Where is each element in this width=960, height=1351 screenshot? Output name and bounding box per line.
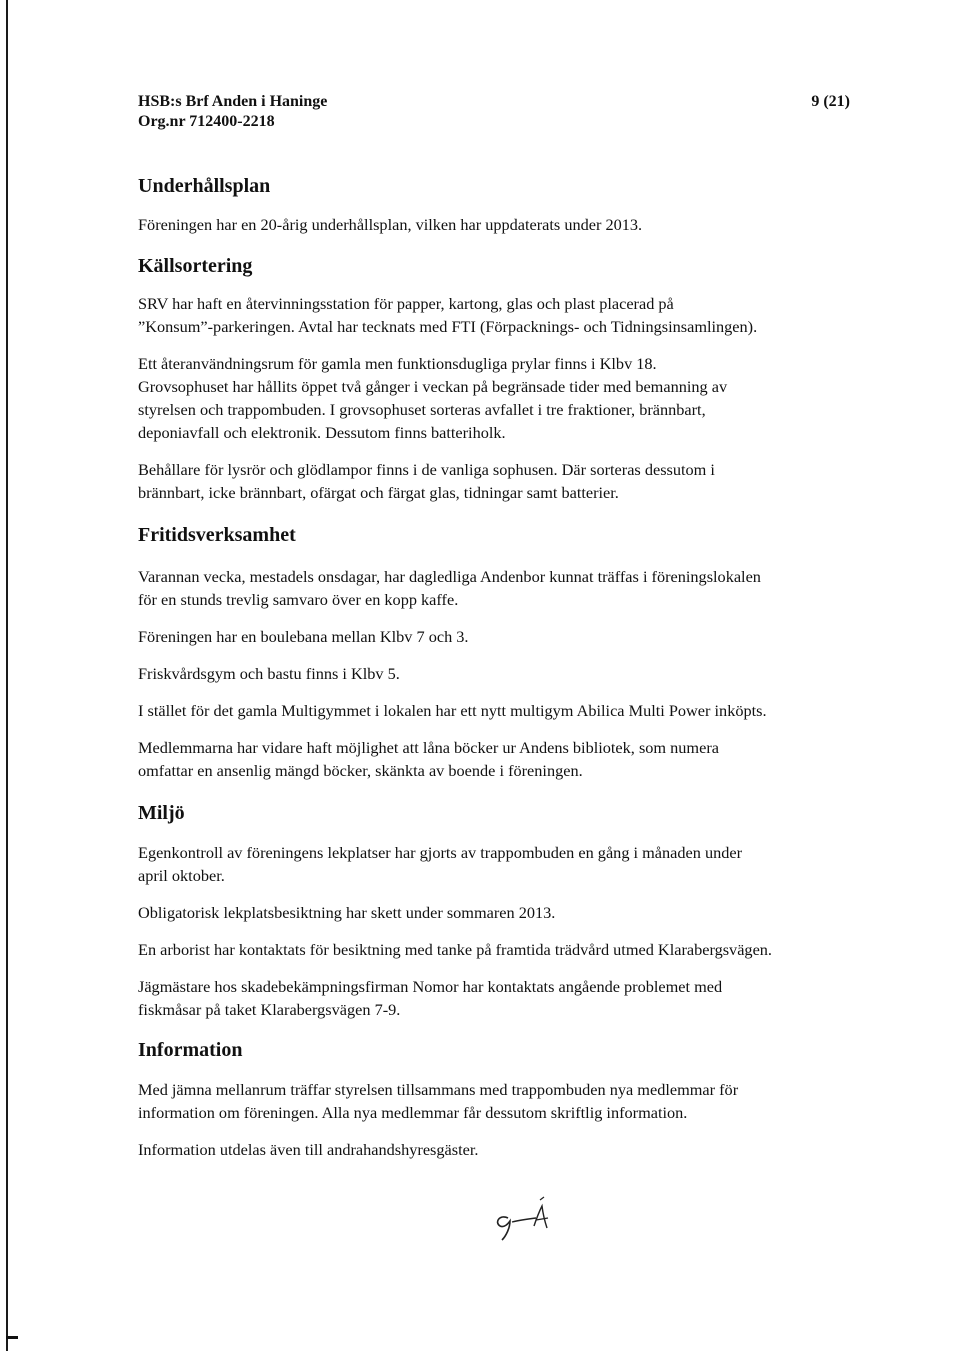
- paragraph-line: Med jämna mellanrum träffar styrelsen tillsammans med trappombuden nya medlemmar för: [138, 1080, 739, 1099]
- scan-edge-line: [6, 0, 8, 1351]
- heading-information: Information: [138, 1039, 243, 1061]
- paragraph-line: april oktober.: [138, 866, 225, 885]
- scan-edge-mark: [6, 1336, 18, 1339]
- org-number: Org.nr 712400-2218: [138, 113, 275, 130]
- document-body: [138, 173, 878, 1161]
- page-number: 9 (21): [811, 93, 850, 110]
- paragraph-line: Behållare för lysrör och glödlampor finns i de vanliga sophusen. Där sorteras dessutom i: [138, 460, 715, 479]
- heading-miljo: Miljö: [138, 802, 185, 824]
- heading-kallsortering: Källsortering: [138, 255, 253, 277]
- paragraph-line: för en stunds trevlig samvaro över en kopp kaffe.: [138, 590, 459, 609]
- heading-underhallsplan: Underhållsplan: [138, 175, 271, 197]
- paragraph-line: fiskmåsar på taket Klarabergsvägen 7-9.: [138, 1000, 401, 1019]
- paragraph: Friskvårdsgym och bastu finns i Klbv 5.: [138, 664, 400, 683]
- paragraph: I stället för det gamla Multigymmet i lokalen har ett nytt multigym Abilica Multi Power inköpts.: [138, 701, 767, 720]
- paragraph-line: information om föreningen. Alla nya medlemmar får dessutom skriftlig information.: [138, 1103, 688, 1122]
- paragraph: Information utdelas även till andrahandshyresgäster.: [138, 1140, 479, 1159]
- paragraph-line: Egenkontroll av föreningens lekplatser har gjorts av trappombuden en gång i månaden under: [138, 843, 743, 862]
- signature-initials: [490, 1196, 560, 1244]
- paragraph-line: Varannan vecka, mestadels onsdagar, har dagledliga Andenbor kunnat träffas i föreningslokalen: [138, 567, 761, 586]
- paragraph-line: brännbart, icke brännbart, ofärgat och färgat glas, tidningar samt batterier.: [138, 483, 619, 502]
- paragraph-line: Jägmästare hos skadebekämpningsfirman Nomor har kontaktats angående problemet med: [138, 977, 723, 996]
- paragraph: En arborist har kontaktats för besiktning med tanke på framtida trädvård utmed Klarabergsvägen.: [138, 940, 773, 959]
- paragraph-line: Ett återanvändningsrum för gamla men funktionsdugliga prylar finns i Klbv 18.: [138, 354, 657, 373]
- paragraph-line: deponiavfall och elektronik. Dessutom finns batteriholk.: [138, 423, 506, 442]
- paragraph-line: SRV har haft en återvinningsstation för papper, kartong, glas och plast placerad på: [138, 294, 674, 313]
- paragraph-line: styrelsen och trappombuden. I grovsophuset sorteras avfallet i tre fraktioner, brännbart,: [138, 400, 706, 419]
- paragraph: Föreningen har en boulebana mellan Klbv 7 och 3.: [138, 627, 469, 646]
- paragraph-line: omfattar en ansenlig mängd böcker, skänkta av boende i föreningen.: [138, 761, 583, 780]
- page-header: [138, 92, 327, 132]
- heading-fritidsverksamhet: Fritidsverksamhet: [138, 524, 296, 546]
- paragraph-line: ”Konsum”-parkeringen. Avtal har tecknats med FTI (Förpacknings- och Tidningsinsamlingen).: [138, 317, 758, 336]
- paragraph-line: Grovsophuset har hållits öppet två gånger i veckan på begränsade tider med bemanning av: [138, 377, 728, 396]
- paragraph: Föreningen har en 20-årig underhållsplan, vilken har uppdaterats under 2013.: [138, 215, 643, 234]
- org-name: HSB:s Brf Anden i Haninge: [138, 93, 328, 110]
- paragraph-line: Medlemmarna har vidare haft möjlighet att låna böcker ur Andens bibliotek, som numera: [138, 738, 719, 757]
- paragraph: Obligatorisk lekplatsbesiktning har skett under sommaren 2013.: [138, 903, 556, 922]
